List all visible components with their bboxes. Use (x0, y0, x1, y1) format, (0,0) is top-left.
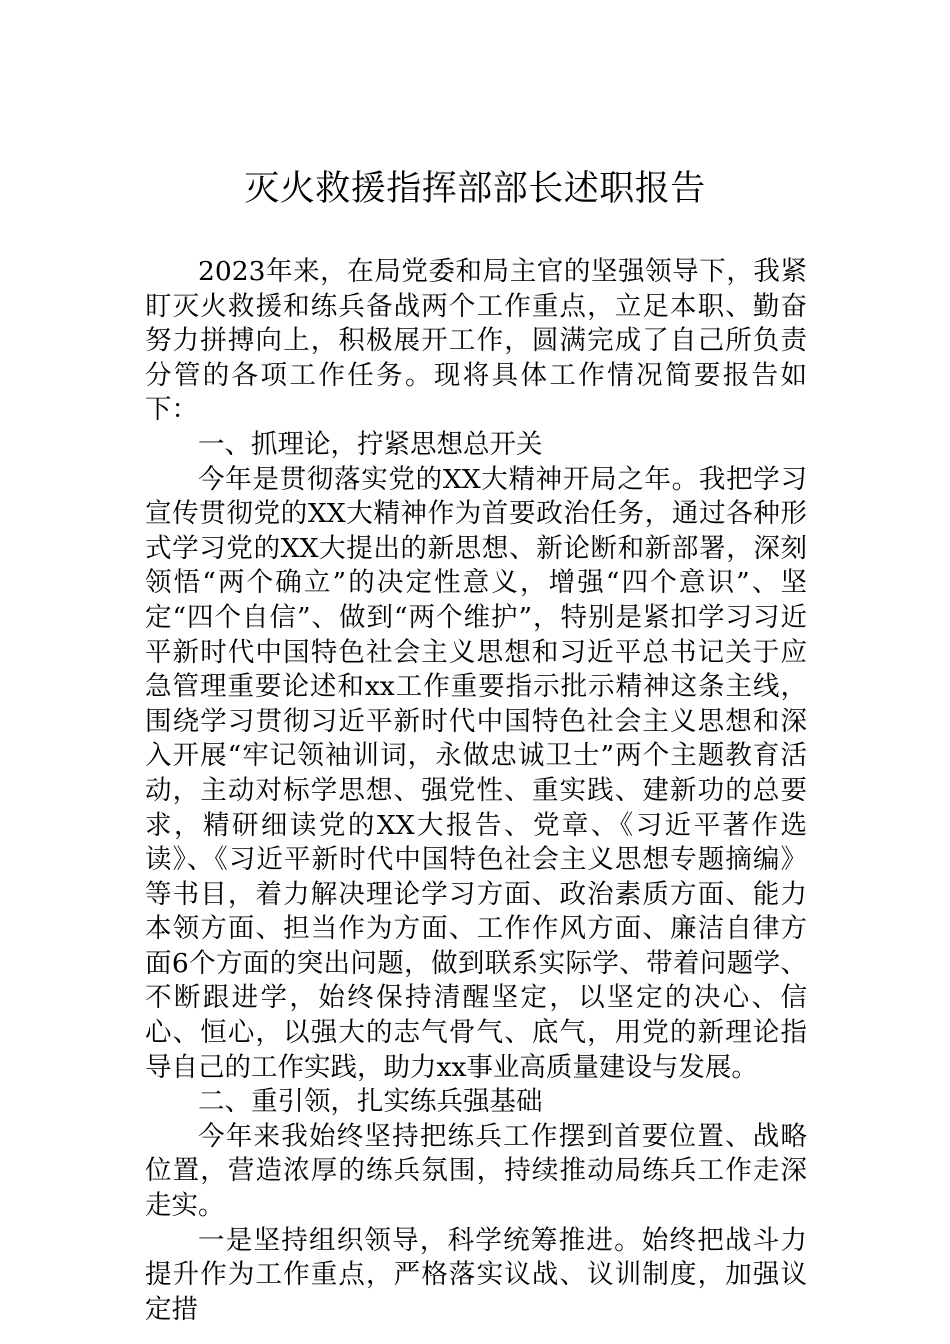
section-2-paragraph-point-1: 一是坚持组织领导，科学统筹推进。始终把战斗力提升作为工作重点，严格落实议战、议训制度，加强议定措 (145, 1224, 807, 1325)
section-2-paragraph: 今年来我始终坚持把练兵工作摆到首要位置、战略位置，营造浓厚的练兵氛围，持续推动局练兵工作走深走实。 (145, 1120, 807, 1222)
section-heading-2: 二、重引领，扎实练兵强基础 (198, 1086, 543, 1118)
section-1-paragraph: 今年是贯彻落实党的XX大精神开局之年。我把学习宣传贯彻党的XX大精神作为首要政治任务，通过各种形式学习党的XX大提出的新思想、新论断和新部署，深刻领悟“两个确立”的决定性意义，增强“四个意识”、坚定“四个自信”、做到“两个维护”，特别是紧扣学习习近平新时代中国特色社会主义思想和习近平总书记关于应急管理重要论述和xx工作重要指示批示精神这条主线，围绕学习贯彻习近平新时代中国特色社会主义思想和深入开展“牢记领袖训词，永做忠诚卫士”两个主题教育活动，主动对标学思想、强党性、重实践、建新功的总要求，精研细读党的XX大报告、党章、《习近平著作选读》、《习近平新时代中国特色社会主义思想专题摘编》等书目，着力解决理论学习方面、政治素质方面、能力本领方面、担当作为方面、工作作风方面、廉洁自律方面6个方面的突出问题，做到联系实际学、带着问题学、不断跟进学，始终保持清醒坚定，以坚定的决心、信心、恒心，以强大的志气骨气、底气，用党的新理论指导自己的工作实践，助力xx事业高质量建设与发展。 (145, 463, 807, 1083)
document-title: 灭火救援指挥部部长述职报告 (244, 169, 706, 209)
section-heading-1: 一、抓理论，拧紧思想总开关 (198, 428, 543, 460)
document-body (145, 255, 807, 1327)
intro-paragraph: 2023年来，在局党委和局主官的坚强领导下，我紧盯灭火救援和练兵备战两个工作重点，立足本职、勤奋努力拼搏向上，积极展开工作，圆满完成了自己所负责分管的各项工作任务。现将具体工作情况简要报告如下： (145, 256, 807, 426)
